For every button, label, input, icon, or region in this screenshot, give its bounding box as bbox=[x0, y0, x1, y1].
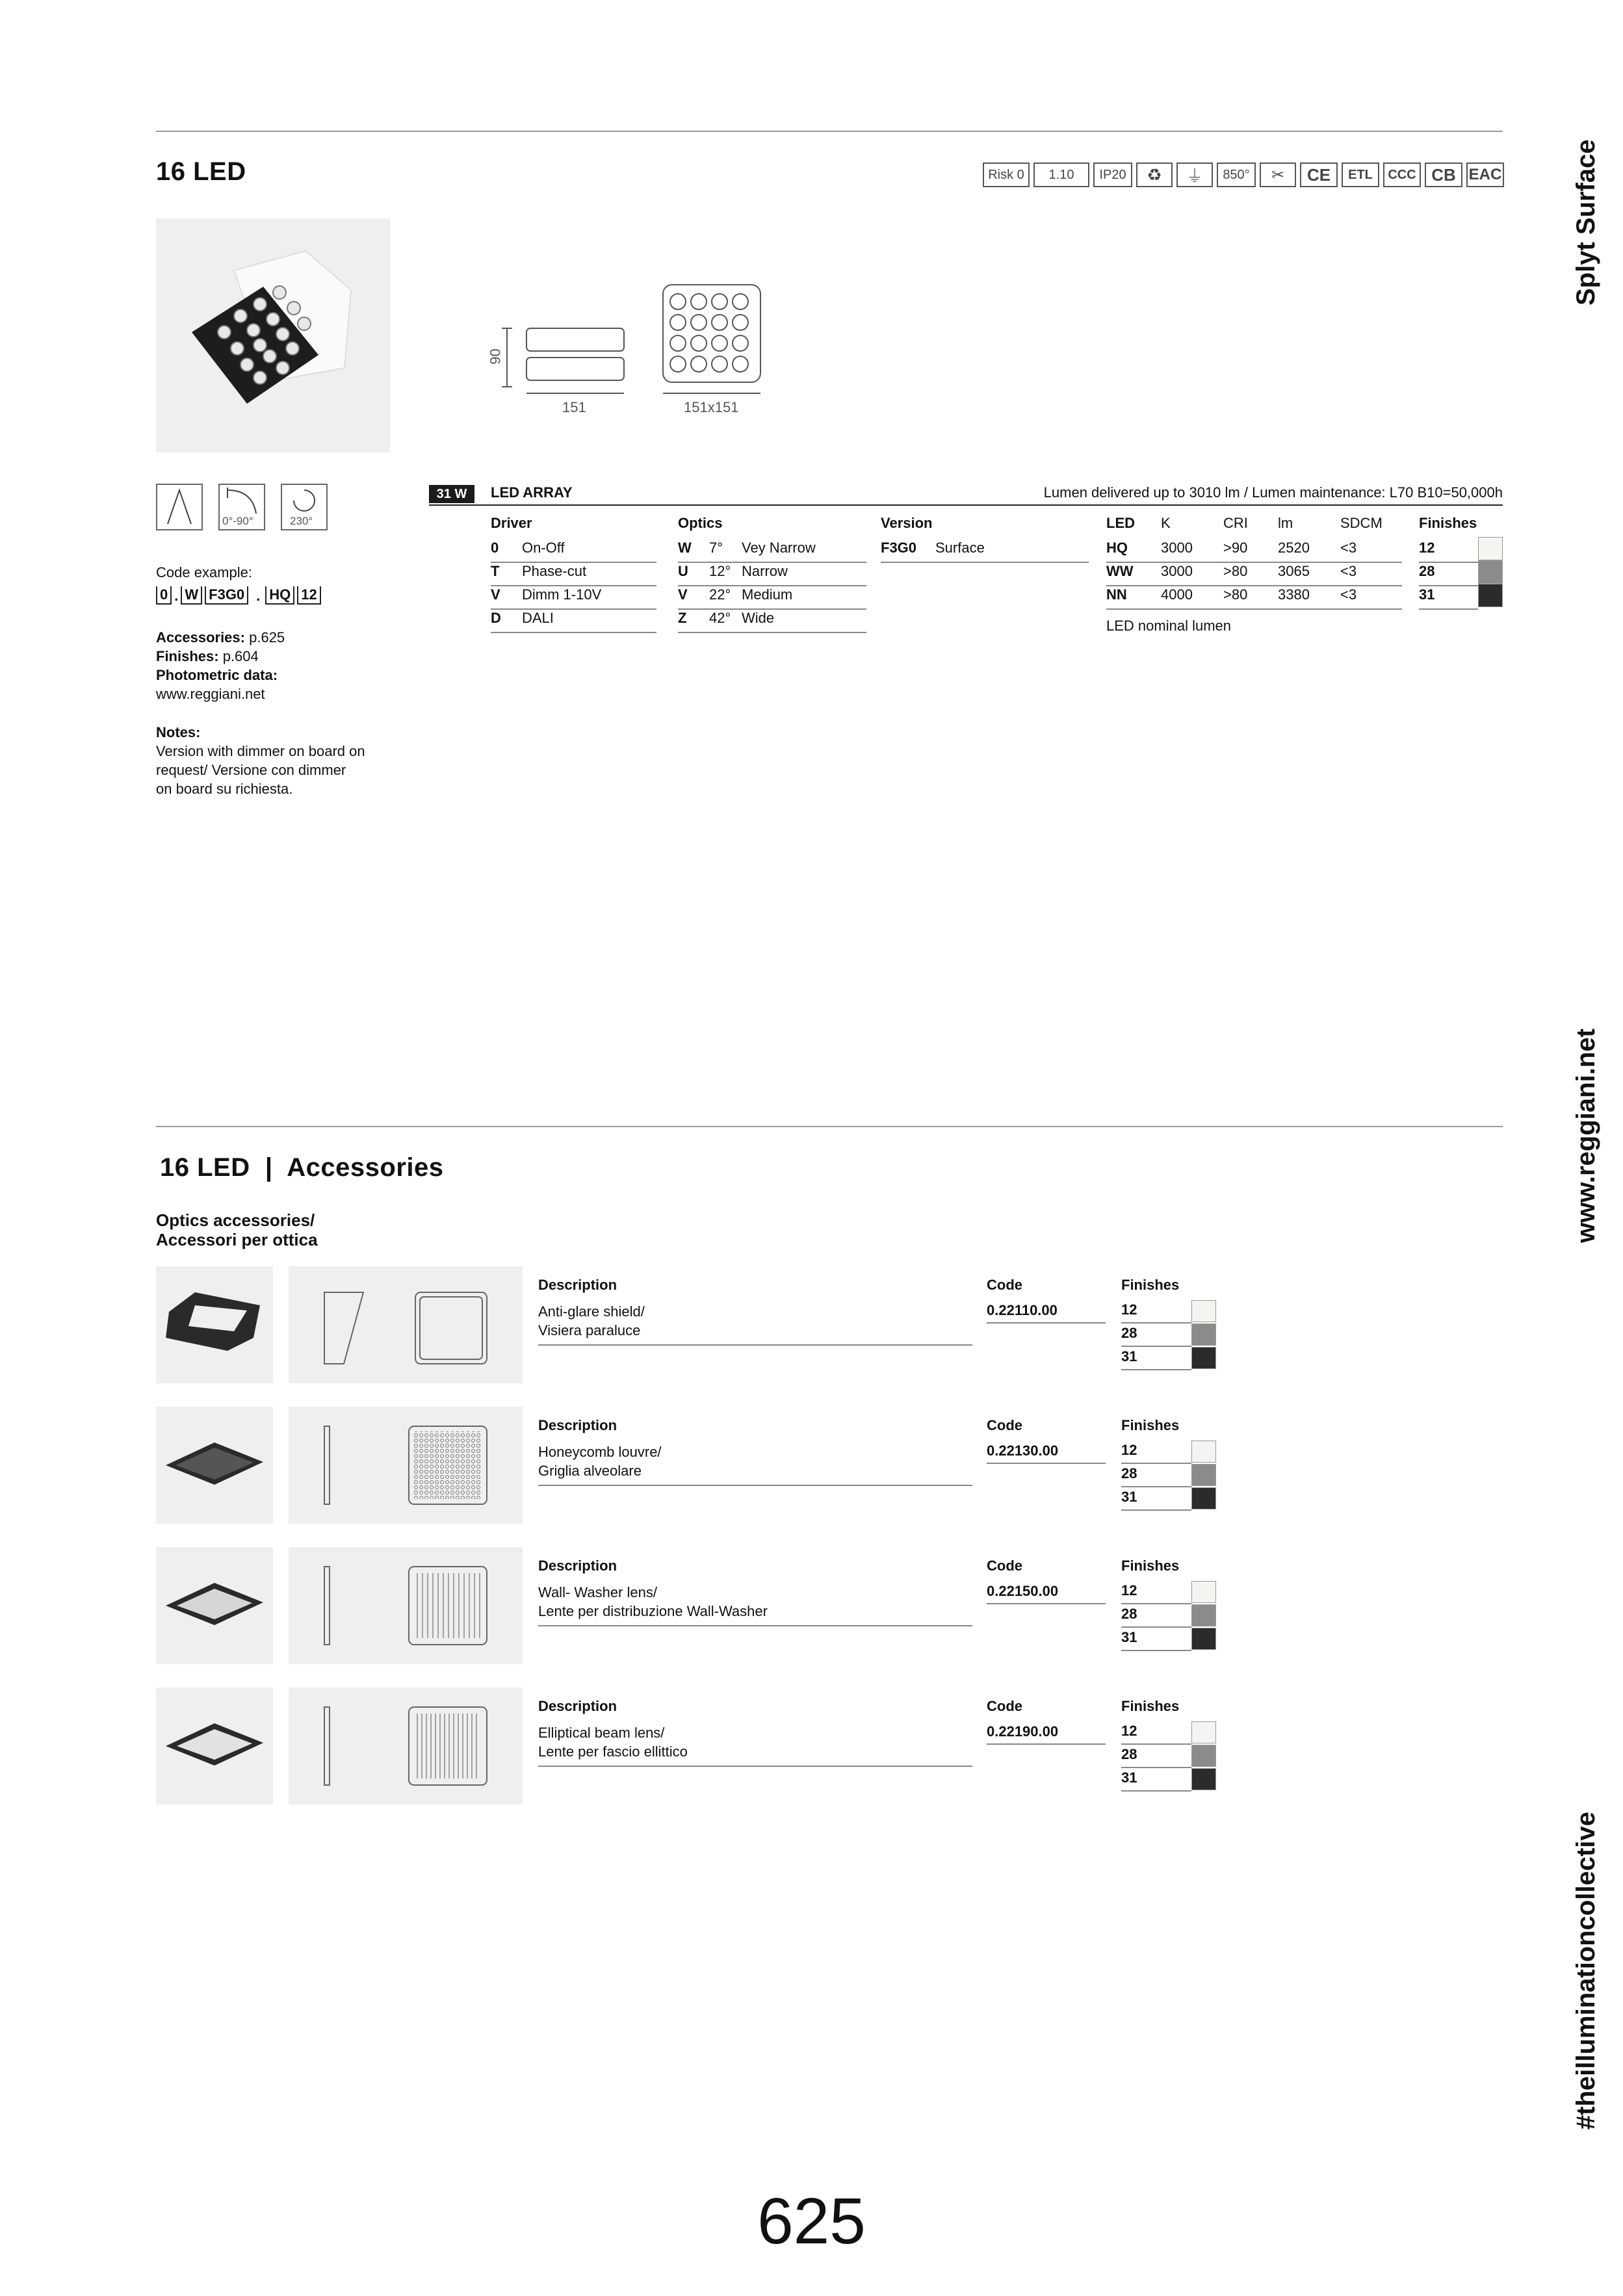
ccc-icon: CCC bbox=[1383, 163, 1421, 187]
accessory-desc: Elliptical beam lens/ Lente per fascio ellittico bbox=[538, 1725, 688, 1760]
ce-icon: CE bbox=[1300, 163, 1338, 187]
power-badge: 31 W bbox=[429, 485, 474, 503]
finishes-title: Finishes bbox=[1121, 1558, 1180, 1574]
array-label: LED ARRAY bbox=[491, 484, 573, 501]
notes-line: Version with dimmer on board on bbox=[156, 743, 365, 759]
desc-title: Description bbox=[538, 1558, 617, 1574]
tilt-label: 0°-90° bbox=[222, 515, 253, 527]
optics-row: Z 42° Wide bbox=[678, 610, 775, 626]
optics-accessories-heading: Optics accessories/ Accessori per ottica bbox=[156, 1210, 318, 1249]
desc-title: Description bbox=[538, 1277, 617, 1293]
code-part-finish: 12 bbox=[297, 586, 320, 605]
page-number: 625 bbox=[757, 2185, 866, 2258]
optics-title: Optics bbox=[678, 515, 723, 531]
finishes-title: Finishes bbox=[1419, 515, 1477, 531]
led-note: LED nominal lumen bbox=[1106, 618, 1231, 634]
finish-code: 31 bbox=[1419, 586, 1435, 603]
accessory-photo bbox=[156, 1266, 273, 1383]
accessory-finishes: 12 28 31 bbox=[1121, 1441, 1216, 1511]
accessory-drawing bbox=[289, 1688, 523, 1805]
accessory-code: 0.22130.00 bbox=[987, 1442, 1059, 1459]
accessory-photo bbox=[156, 1688, 273, 1805]
code-title: Code bbox=[987, 1417, 1022, 1433]
version-row: F3G0 Surface bbox=[881, 540, 985, 556]
finishes-title: Finishes bbox=[1121, 1277, 1180, 1293]
beam-icon bbox=[156, 484, 203, 530]
code-title: Code bbox=[987, 1277, 1022, 1293]
class-badge: 1.10 bbox=[1033, 163, 1089, 187]
side-tag: #theilluminationcollective bbox=[1572, 1811, 1600, 2130]
accessory-drawing bbox=[289, 1547, 523, 1664]
temp-badge: 850° bbox=[1217, 163, 1256, 187]
eac-icon: EAC bbox=[1466, 163, 1504, 187]
dim-height: 90 bbox=[487, 348, 504, 365]
finishes-page: p.604 bbox=[222, 648, 259, 664]
rotate-icon bbox=[281, 484, 328, 530]
side-site: www.reggiani.net bbox=[1572, 1028, 1600, 1243]
finishes-title: Finishes bbox=[1121, 1698, 1180, 1714]
code-title: Code bbox=[987, 1558, 1022, 1574]
accessories-title: 16 LED | Accessories bbox=[160, 1153, 444, 1182]
tilt-icon bbox=[218, 484, 265, 530]
driver-row: 0 On-Off bbox=[491, 540, 565, 556]
dim-width: 151 bbox=[562, 399, 586, 415]
accessory-desc: Wall- Washer lens/ Lente per distribuzione Wall-Washer bbox=[538, 1584, 768, 1619]
notes-line: request/ Versione con dimmer bbox=[156, 762, 346, 778]
code-part-led: HQ bbox=[265, 586, 294, 605]
accessory-desc: Honeycomb louvre/ Griglia alveolare bbox=[538, 1444, 662, 1479]
no-cover-icon: ✂ bbox=[1260, 163, 1296, 187]
cert-strip bbox=[983, 163, 1504, 187]
accessories-page: p.625 bbox=[249, 629, 285, 646]
accessory-finishes: 12 28 31 bbox=[1121, 1300, 1216, 1370]
accessories-label: Accessories: bbox=[156, 629, 245, 646]
accessory-drawing bbox=[289, 1407, 523, 1524]
rotate-label: 230° bbox=[290, 515, 313, 527]
desc-title: Description bbox=[538, 1698, 617, 1714]
cb-icon: CB bbox=[1425, 163, 1462, 187]
accessory-drawing bbox=[289, 1266, 523, 1383]
code-example-label: Code example: bbox=[156, 564, 252, 581]
driver-row: D DALI bbox=[491, 610, 554, 626]
driver-row: V Dimm 1-10V bbox=[491, 586, 602, 603]
dim-face: 151x151 bbox=[684, 399, 739, 415]
notes-label: Notes: bbox=[156, 724, 201, 740]
driver-row: T Phase-cut bbox=[491, 563, 587, 579]
product-photo bbox=[156, 218, 390, 452]
top-rule bbox=[156, 131, 1503, 132]
notes-line: on board su richiesta. bbox=[156, 781, 293, 797]
optics-row: U 12° Narrow bbox=[678, 563, 788, 579]
risk-badge: Risk 0 bbox=[983, 163, 1030, 187]
accessory-desc: Anti-glare shield/ Visiera paraluce bbox=[538, 1303, 645, 1338]
side-product: Splyt Surface bbox=[1572, 139, 1600, 306]
finish-swatch-black bbox=[1478, 584, 1503, 607]
etl-icon: ETL bbox=[1342, 163, 1379, 187]
code-example: 0 . W F3G0 . HQ 12 bbox=[156, 586, 324, 605]
code-part-optics: W bbox=[181, 586, 202, 605]
accessory-photo bbox=[156, 1407, 273, 1524]
finish-code: 12 bbox=[1419, 540, 1435, 556]
accessory-code: 0.22150.00 bbox=[987, 1583, 1059, 1599]
spec-rule bbox=[429, 504, 1503, 506]
recycle-icon: ♻ bbox=[1136, 163, 1173, 187]
finishes-label: Finishes: bbox=[156, 648, 219, 664]
version-title: Version bbox=[881, 515, 933, 531]
accessory-finishes: 12 28 31 bbox=[1121, 1721, 1216, 1792]
finishes-title: Finishes bbox=[1121, 1417, 1180, 1433]
driver-title: Driver bbox=[491, 515, 532, 531]
finish-swatch-grey bbox=[1478, 560, 1503, 584]
finish-code: 28 bbox=[1419, 563, 1435, 579]
desc-title: Description bbox=[538, 1417, 617, 1433]
accessories-rule bbox=[156, 1126, 1503, 1127]
accessory-photo bbox=[156, 1547, 273, 1664]
accessory-code: 0.22190.00 bbox=[987, 1723, 1059, 1740]
page-title: 16 LED bbox=[156, 157, 246, 186]
code-part-driver: 0 bbox=[156, 586, 172, 605]
accessory-code: 0.22110.00 bbox=[987, 1302, 1058, 1318]
lumen-note: Lumen delivered up to 3010 lm / Lumen maintenance: L70 B10=50,000h bbox=[1043, 484, 1503, 501]
ip-badge: IP20 bbox=[1093, 163, 1132, 187]
code-part-version: F3G0 bbox=[205, 586, 248, 605]
photometric-link[interactable]: www.reggiani.net bbox=[156, 686, 265, 702]
code-title: Code bbox=[987, 1698, 1022, 1714]
ground-icon: ⏚ bbox=[1176, 163, 1213, 187]
optics-row: W 7° Vey Narrow bbox=[678, 540, 816, 556]
finish-swatch-white bbox=[1478, 537, 1503, 560]
optics-row: V 22° Medium bbox=[678, 586, 793, 603]
accessory-finishes: 12 28 31 bbox=[1121, 1581, 1216, 1651]
photometric-label: Photometric data: bbox=[156, 667, 278, 683]
refs-block bbox=[156, 628, 396, 798]
tech-drawing bbox=[487, 280, 780, 423]
